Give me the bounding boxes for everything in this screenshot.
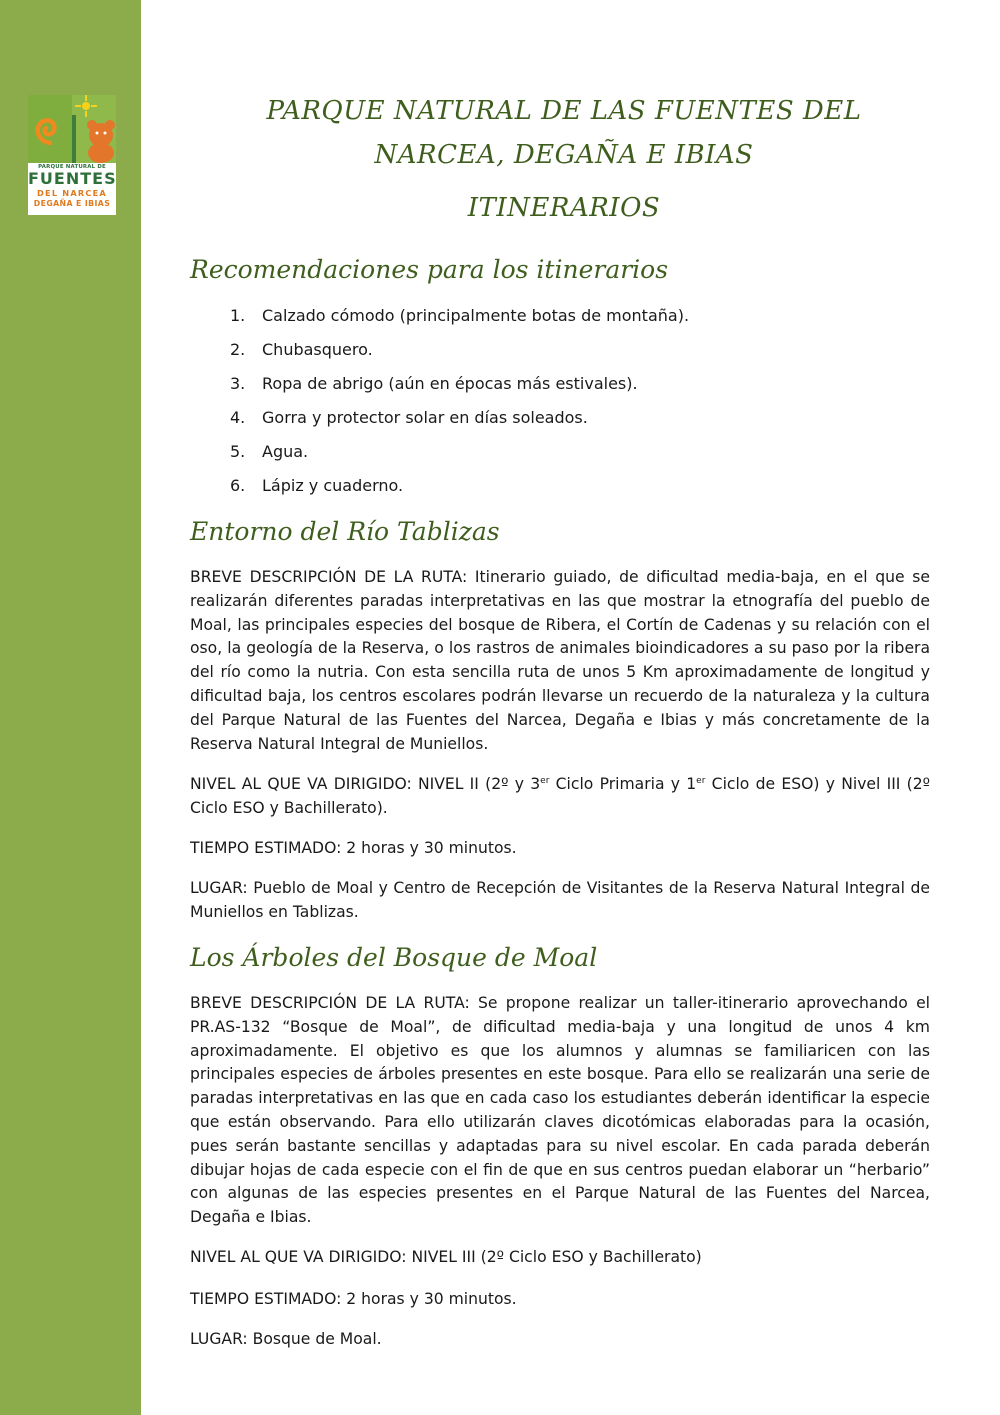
list-item-number: 3. — [230, 374, 246, 393]
page-subtitle: ITINERARIOS — [467, 193, 661, 223]
list-item-number: 1. — [230, 306, 246, 325]
list-item-number: 4. — [230, 408, 246, 427]
list-item-text: Ropa de abrigo (aún en épocas más estivales). — [262, 374, 638, 393]
route1-description: BREVE DESCRIPCIÓN DE LA RUTA: Itinerario guiado, de dificultad media-baja, en el que se realizarán diferentes paradas interpretativas en las que mostrar la etnografía del pueblo de Moal, las principales especies del bosque de Ribera, el Cortín de Cadenas y su relación con el oso, la geología de la Reserva, o los rastros de animales bioindicadores a su paso por la ribera del río como la nutria. Con esta sencilla ruta de unos 5 Km aproximadamente de longitud y dificultad baja, los centros escolares podrán llevarse un recuerdo de la naturaleza y la cultura del Parque Natural de las Fuentes del Narcea, Degaña e Ibias y más concretamente de la Reserva Natural Integral de Muniellos. — [190, 568, 930, 753]
page-title-line-1: PARQUE NATURAL DE LAS FUENTES DEL — [266, 96, 862, 126]
page-title-line-2: NARCEA, DEGAÑA E IBIAS — [374, 140, 754, 170]
route1-level-part-c: Ciclo de ESO) y Nivel III (2º Ciclo ESO y Bachillerato). — [190, 775, 931, 817]
list-item-text: Lápiz y cuaderno. — [262, 476, 404, 495]
logo-emblem-icon — [28, 95, 116, 163]
list-item-text: Agua. — [262, 442, 309, 461]
route1-level-part-a: NIVEL AL QUE VA DIRIGIDO: NIVEL II (2º y 3 — [190, 775, 541, 793]
recommendations-list — [230, 304, 689, 508]
route2-description: BREVE DESCRIPCIÓN DE LA RUTA: Se propone realizar un taller-itinerario aprovechando el PR.AS-132 “Bosque de Moal”, de dificultad media-baja y una longitud de unos 4 km aproximadamente. El objetivo es que los alumnos y alumnas se familiaricen con las principales especies de árboles presentes en este bosque. Para ello se realizarán una serie de paradas interpretativas en las que en cada caso los estudiantes deberán identificar la especie que están observando. Para ello utilizarán claves dicotómicas elaboradas para la ocasión, pues serán bastante sencillas y adaptadas para su nivel escolar. En cada parada deberán dibujar hojas de cada especie con el fin de que en sus centros puedan elaborar un “herbario” con algunas de las especies presentes en el Parque Natural de las Fuentes del Narcea, Degaña e Ibias. — [190, 994, 930, 1227]
route1-level-part-b: Ciclo Primaria y 1 — [549, 775, 697, 793]
park-logo — [28, 95, 116, 215]
route2-place: LUGAR: Bosque de Moal. — [190, 1330, 382, 1348]
list-item — [230, 440, 689, 474]
list-item-text: Calzado cómodo (principalmente botas de montaña). — [262, 306, 690, 325]
route1-level-sup-2: er — [696, 775, 706, 786]
list-item-text: Gorra y protector solar en días soleados. — [262, 408, 588, 427]
logo-line-2: FUENTES — [28, 169, 117, 188]
logo-line-1: PARQUE NATURAL DE — [38, 164, 106, 170]
route1-level-sup-1: er — [540, 775, 550, 786]
route2-time: TIEMPO ESTIMADO: 2 horas y 30 minutos. — [190, 1290, 517, 1308]
list-item-number: 6. — [230, 476, 246, 495]
route2-heading: Los Árboles del Bosque de Moal — [190, 943, 598, 972]
list-item-number: 5. — [230, 442, 246, 461]
route1-level — [190, 773, 930, 821]
list-item — [230, 406, 689, 440]
route1-place: LUGAR: Pueblo de Moal y Centro de Recepción de Visitantes de la Reserva Natural Integral de Muniellos en Tablizas. — [190, 879, 930, 921]
logo-line-4: DEGAÑA E IBIAS — [33, 199, 111, 208]
list-item — [230, 338, 689, 372]
logo-line-3: DEL NARCEA — [37, 188, 107, 198]
list-item-text: Chubasquero. — [262, 340, 373, 359]
list-item — [230, 474, 689, 508]
list-item-number: 2. — [230, 340, 246, 359]
route2-level: NIVEL AL QUE VA DIRIGIDO: NIVEL III (2º Ciclo ESO y Bachillerato) — [190, 1248, 702, 1266]
route1-heading: Entorno del Río Tablizas — [190, 517, 500, 546]
route1-time: TIEMPO ESTIMADO: 2 horas y 30 minutos. — [190, 839, 517, 857]
list-item — [230, 372, 689, 406]
recommendations-heading: Recomendaciones para los itinerarios — [190, 255, 669, 284]
list-item — [230, 304, 689, 338]
